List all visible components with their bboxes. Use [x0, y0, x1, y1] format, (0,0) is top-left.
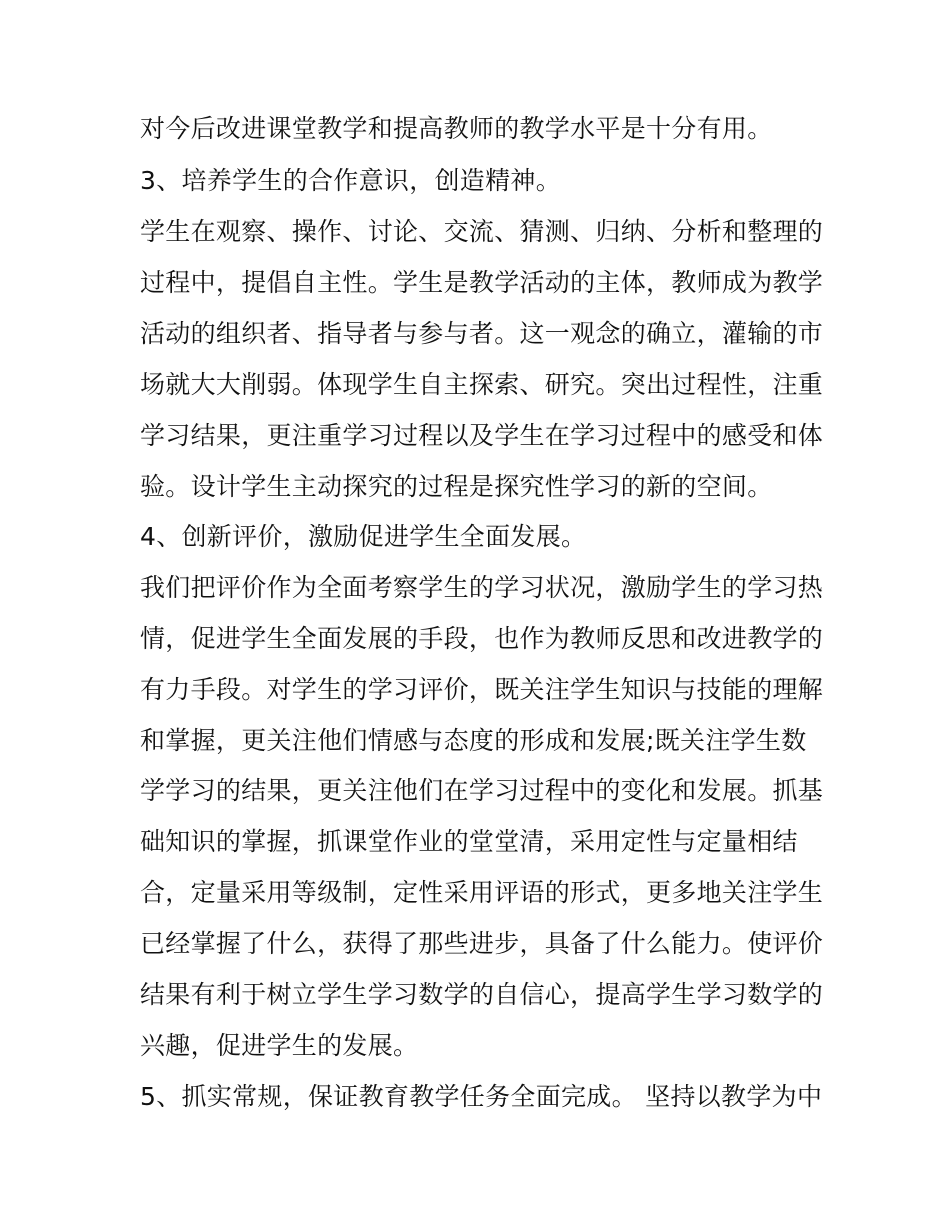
paragraph-line: 验。设计学生主动探究的过程是探究性学习的新的空间。 — [140, 472, 773, 501]
paragraph-line: 合，定量采用等级制，定性采用评语的形式，更多地关注学生 — [140, 878, 824, 907]
paragraph-line: 过程中，提倡自主性。学生是教学活动的主体，教师成为教学 — [140, 268, 824, 297]
paragraph-line: 已经掌握了什么，获得了那些进步，具备了什么能力。使评价 — [140, 929, 824, 958]
section-heading-3: 3、培养学生的合作意识，创造精神。 — [140, 166, 562, 195]
paragraph-line: 对今后改进课堂教学和提高教师的教学水平是十分有用。 — [140, 114, 773, 143]
paragraph-line: 和掌握，更关注他们情感与态度的形成和发展;既关注学生数 — [140, 726, 807, 755]
paragraph-line: 结果有利于树立学生学习数学的自信心，提高学生学习数学的 — [140, 980, 824, 1009]
paragraph-line: 有力手段。对学生的学习评价，既关注学生知识与技能的理解 — [140, 675, 824, 704]
paragraph-line: 场就大大削弱。体现学生自主探索、研究。突出过程性，注重 — [140, 370, 824, 399]
paragraph-line: 学学习的结果，更关注他们在学习过程中的变化和发展。抓基 — [140, 776, 824, 805]
section-heading-4: 4、创新评价，激励促进学生全面发展。 — [140, 522, 587, 551]
section-heading-5: 5、抓实常规，保证教育教学任务全面完成。 坚持以教学为中 — [140, 1082, 823, 1111]
paragraph-line: 我们把评价作为全面考察学生的学习状况，激励学生的学习热 — [140, 573, 824, 602]
paragraph-line: 学生在观察、操作、讨论、交流、猜测、归纳、分析和整理的 — [140, 217, 824, 246]
paragraph-line: 兴趣，促进学生的发展。 — [140, 1031, 419, 1060]
paragraph-line: 础知识的掌握，抓课堂作业的堂堂清，采用定性与定量相结 — [140, 827, 798, 856]
paragraph-line: 活动的组织者、指导者与参与者。这一观念的确立，灌输的市 — [140, 319, 824, 348]
paragraph-line: 情，促进学生全面发展的手段，也作为教师反思和改进教学的 — [140, 624, 824, 653]
paragraph-line: 学习结果，更注重学习过程以及学生在学习过程中的感受和体 — [140, 421, 824, 450]
